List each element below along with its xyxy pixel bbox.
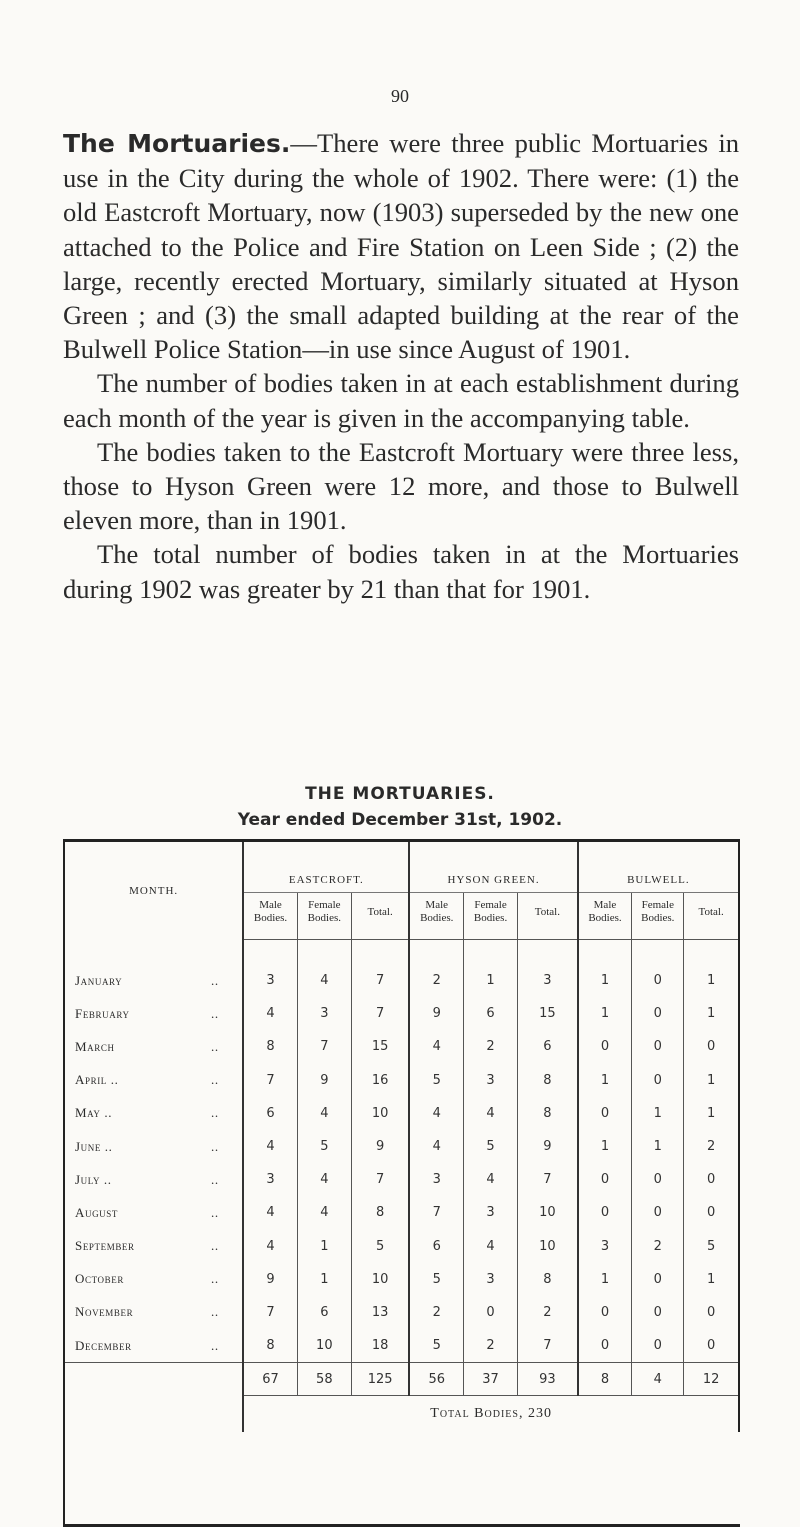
totals-row bbox=[65, 1363, 739, 1396]
grand-total-label: Total Bodies, 230 bbox=[243, 1396, 739, 1433]
value-cell: 5 bbox=[351, 1230, 409, 1263]
month-cell bbox=[65, 1230, 243, 1263]
leader-dots: .. bbox=[211, 1238, 219, 1254]
value-cell: 0 bbox=[684, 1196, 739, 1229]
paragraph-2 bbox=[63, 366, 739, 434]
value-cell: 0 bbox=[632, 1064, 684, 1097]
value-cell: 1 bbox=[464, 964, 518, 997]
month-cell bbox=[65, 1329, 243, 1363]
value-cell: 5 bbox=[684, 1230, 739, 1263]
value-cell: 2 bbox=[464, 1329, 518, 1363]
month-name: September bbox=[75, 1238, 135, 1254]
value-cell: 6 bbox=[464, 997, 518, 1030]
value-cell: 0 bbox=[632, 964, 684, 997]
value-cell: 0 bbox=[632, 1329, 684, 1363]
month-cell bbox=[65, 1030, 243, 1063]
leader-dots: .. bbox=[211, 1171, 219, 1187]
value-cell: 15 bbox=[518, 997, 578, 1030]
value-cell: 2 bbox=[464, 1030, 518, 1063]
month-cell bbox=[65, 997, 243, 1030]
value-cell: 4 bbox=[297, 1196, 351, 1229]
value-cell: 7 bbox=[518, 1163, 578, 1196]
value-cell: 7 bbox=[243, 1296, 297, 1329]
value-cell: 3 bbox=[578, 1230, 632, 1263]
value-cell: 6 bbox=[409, 1230, 463, 1263]
subheader-text: Bodies. bbox=[473, 912, 508, 924]
total-cell: 56 bbox=[409, 1363, 463, 1396]
total-cell: 37 bbox=[464, 1363, 518, 1396]
value-cell: 0 bbox=[464, 1296, 518, 1329]
value-cell: 1 bbox=[684, 964, 739, 997]
subheader-text: Male bbox=[259, 899, 282, 911]
value-cell: 7 bbox=[518, 1329, 578, 1363]
value-cell: 5 bbox=[409, 1263, 463, 1296]
month-cell bbox=[65, 1064, 243, 1097]
value-cell: 9 bbox=[409, 997, 463, 1030]
table-row bbox=[65, 1296, 739, 1329]
spacer-row bbox=[65, 940, 739, 965]
subheader-text: Total. bbox=[534, 906, 560, 918]
value-cell: 1 bbox=[684, 997, 739, 1030]
value-cell: 5 bbox=[297, 1130, 351, 1163]
value-cell: 10 bbox=[351, 1097, 409, 1130]
total-cell: 8 bbox=[578, 1363, 632, 1396]
value-cell: 10 bbox=[351, 1263, 409, 1296]
subheader-text: Bodies. bbox=[307, 912, 341, 924]
subheader-text: Bodies. bbox=[588, 912, 622, 924]
table-title: THE MORTUARIES. bbox=[305, 784, 495, 804]
value-cell: 8 bbox=[243, 1329, 297, 1363]
value-cell: 5 bbox=[409, 1329, 463, 1363]
value-cell: 8 bbox=[518, 1263, 578, 1296]
month-name: November bbox=[75, 1304, 134, 1320]
subheader-bulwell-total bbox=[684, 893, 739, 940]
value-cell: 4 bbox=[409, 1030, 463, 1063]
value-cell: 0 bbox=[578, 1163, 632, 1196]
value-cell: 3 bbox=[243, 1163, 297, 1196]
value-cell: 18 bbox=[351, 1329, 409, 1363]
value-cell: 6 bbox=[243, 1097, 297, 1130]
month-name: February bbox=[75, 1005, 130, 1021]
value-cell: 3 bbox=[297, 997, 351, 1030]
value-cell: 5 bbox=[464, 1130, 518, 1163]
total-cell: 125 bbox=[351, 1363, 409, 1396]
value-cell: 4 bbox=[464, 1163, 518, 1196]
value-cell: 2 bbox=[632, 1230, 684, 1263]
subheader-text: Bodies. bbox=[420, 912, 454, 924]
value-cell: 6 bbox=[297, 1296, 351, 1329]
month-name: June .. bbox=[75, 1138, 113, 1154]
table-row bbox=[65, 1263, 739, 1296]
value-cell: 7 bbox=[351, 964, 409, 997]
paragraph-2-text: The number of bodies taken in at each establishment during each month of the year is given in the accompanying table. bbox=[63, 368, 739, 433]
leader-dots: .. bbox=[211, 1304, 219, 1320]
subheader-text: Male bbox=[593, 899, 617, 911]
value-cell: 1 bbox=[684, 1064, 739, 1097]
value-cell: 0 bbox=[632, 1163, 684, 1196]
value-cell: 3 bbox=[464, 1064, 518, 1097]
value-cell: 0 bbox=[684, 1329, 739, 1363]
value-cell: 6 bbox=[518, 1030, 578, 1063]
table-subtitle: Year ended December 31st, 1902. bbox=[237, 810, 563, 830]
value-cell: 9 bbox=[243, 1263, 297, 1296]
month-cell bbox=[65, 1263, 243, 1296]
value-cell: 0 bbox=[684, 1163, 739, 1196]
value-cell: 7 bbox=[351, 1163, 409, 1196]
table-row bbox=[65, 1064, 739, 1097]
paragraph-4 bbox=[63, 537, 739, 605]
table-row bbox=[65, 1097, 739, 1130]
value-cell: 3 bbox=[518, 964, 578, 997]
value-cell: 7 bbox=[297, 1030, 351, 1063]
value-cell: 0 bbox=[632, 1030, 684, 1063]
value-cell: 3 bbox=[409, 1163, 463, 1196]
leader-dots: .. bbox=[211, 1271, 219, 1287]
value-cell: 4 bbox=[297, 964, 351, 997]
value-cell: 16 bbox=[351, 1064, 409, 1097]
month-cell bbox=[65, 1196, 243, 1229]
table-row bbox=[65, 1230, 739, 1263]
subheader-text: Total. bbox=[698, 906, 724, 918]
value-cell: 1 bbox=[578, 1064, 632, 1097]
leader-dots: .. bbox=[211, 1038, 219, 1054]
month-name: January bbox=[75, 972, 123, 988]
table-row bbox=[65, 1196, 739, 1229]
month-cell bbox=[65, 1130, 243, 1163]
subheader-text: Total. bbox=[367, 906, 393, 918]
value-cell: 15 bbox=[351, 1030, 409, 1063]
value-cell: 0 bbox=[632, 1296, 684, 1329]
value-cell: 0 bbox=[632, 1196, 684, 1229]
value-cell: 0 bbox=[578, 1030, 632, 1063]
leader-dots: .. bbox=[211, 1005, 219, 1021]
paragraph-3-text: The bodies taken to the Eastcroft Mortuary were three less, those to Hyson Green were 12 more, and those to Bulwell eleven more, than in 1901. bbox=[63, 436, 739, 536]
value-cell: 1 bbox=[578, 964, 632, 997]
value-cell: 8 bbox=[518, 1064, 578, 1097]
value-cell: 1 bbox=[684, 1097, 739, 1130]
value-cell: 0 bbox=[632, 1263, 684, 1296]
month-name: March bbox=[75, 1038, 115, 1054]
leader-dots: .. bbox=[211, 1337, 219, 1353]
subheader-eastcroft-male-bodies bbox=[243, 893, 297, 940]
value-cell: 0 bbox=[578, 1296, 632, 1329]
month-cell bbox=[65, 964, 243, 997]
subheader-text: Male bbox=[425, 899, 449, 911]
subheader-text: Female bbox=[641, 899, 674, 911]
subheader-hyson-green-total bbox=[518, 893, 578, 940]
value-cell: 1 bbox=[578, 1130, 632, 1163]
value-cell: 4 bbox=[409, 1097, 463, 1130]
subheader-text: Bodies. bbox=[641, 912, 675, 924]
month-header: MONTH. bbox=[129, 884, 179, 897]
value-cell: 1 bbox=[297, 1230, 351, 1263]
paragraph-1-text: —There were three public Mortuaries in use in the City during the whole of 1902. There were: (1) the old Eastcroft Mortuary, now (1903) superseded by the new one attached to the Police and Fire Station on Leen Side ; (2) the large, recently erected Mortuary, similarly situated at Hyson Green ; and (3) the small adapted building at the rear of the Bulwell Police Station—in use since August of 1901. bbox=[63, 128, 739, 365]
value-cell: 9 bbox=[518, 1130, 578, 1163]
table-row bbox=[65, 1163, 739, 1196]
month-cell bbox=[65, 1296, 243, 1329]
value-cell: 0 bbox=[578, 1196, 632, 1229]
value-cell: 4 bbox=[464, 1230, 518, 1263]
month-name: July .. bbox=[75, 1171, 112, 1187]
month-name: May .. bbox=[75, 1105, 113, 1121]
value-cell: 2 bbox=[518, 1296, 578, 1329]
paragraph-3 bbox=[63, 435, 739, 538]
value-cell: 1 bbox=[684, 1263, 739, 1296]
leader-dots: .. bbox=[211, 1138, 219, 1154]
subheader-text: Bodies. bbox=[253, 912, 288, 924]
table-row bbox=[65, 964, 739, 997]
total-cell: 58 bbox=[297, 1363, 351, 1396]
value-cell: 0 bbox=[684, 1030, 739, 1063]
total-cell: 67 bbox=[243, 1363, 297, 1396]
leader-dots: .. bbox=[211, 1204, 219, 1220]
subheader-hyson-green-male-bodies bbox=[409, 893, 463, 940]
subheader-text: Female bbox=[474, 899, 507, 911]
value-cell: 4 bbox=[409, 1130, 463, 1163]
value-cell: 4 bbox=[464, 1097, 518, 1130]
paragraph-1 bbox=[63, 126, 739, 366]
subheader-bulwell-female-bodies bbox=[632, 893, 684, 940]
group-header-bulwell: BULWELL. bbox=[578, 842, 739, 893]
value-cell: 1 bbox=[578, 1263, 632, 1296]
section-heading: The Mortuaries. bbox=[63, 129, 291, 158]
value-cell: 0 bbox=[684, 1296, 739, 1329]
body-text bbox=[63, 126, 739, 606]
month-name: December bbox=[75, 1337, 132, 1353]
value-cell: 3 bbox=[243, 964, 297, 997]
subheader-eastcroft-female-bodies bbox=[297, 893, 351, 940]
value-cell: 4 bbox=[243, 1196, 297, 1229]
value-cell: 5 bbox=[409, 1064, 463, 1097]
value-cell: 1 bbox=[632, 1097, 684, 1130]
subheader-text: Female bbox=[308, 899, 341, 911]
value-cell: 2 bbox=[409, 1296, 463, 1329]
month-name: August bbox=[75, 1204, 118, 1220]
month-name: April .. bbox=[75, 1072, 119, 1088]
value-cell: 7 bbox=[409, 1196, 463, 1229]
table-row bbox=[65, 1130, 739, 1163]
value-cell: 0 bbox=[632, 997, 684, 1030]
value-cell: 10 bbox=[518, 1230, 578, 1263]
month-cell bbox=[65, 1163, 243, 1196]
value-cell: 3 bbox=[464, 1196, 518, 1229]
value-cell: 3 bbox=[464, 1263, 518, 1296]
table-body bbox=[65, 940, 739, 1433]
value-cell: 2 bbox=[409, 964, 463, 997]
group-header-eastcroft: EASTCROFT. bbox=[243, 842, 409, 893]
paragraph-4-text: The total number of bodies taken in at the Mortuaries during 1902 was greater by 21 than that for 1901. bbox=[63, 539, 739, 604]
mortuaries-grid bbox=[65, 842, 740, 1432]
value-cell: 9 bbox=[297, 1064, 351, 1097]
mortuaries-table bbox=[63, 839, 740, 1527]
subheader-bulwell-male-bodies bbox=[578, 893, 632, 940]
value-cell: 8 bbox=[351, 1196, 409, 1229]
table-row bbox=[65, 1329, 739, 1363]
total-cell: 12 bbox=[684, 1363, 739, 1396]
value-cell: 4 bbox=[243, 1230, 297, 1263]
value-cell: 8 bbox=[518, 1097, 578, 1130]
table-row bbox=[65, 1030, 739, 1063]
value-cell: 8 bbox=[243, 1030, 297, 1063]
value-cell: 13 bbox=[351, 1296, 409, 1329]
value-cell: 10 bbox=[518, 1196, 578, 1229]
leader-dots: .. bbox=[211, 1072, 219, 1088]
value-cell: 7 bbox=[243, 1064, 297, 1097]
subheader-hyson-green-female-bodies bbox=[464, 893, 518, 940]
leader-dots: .. bbox=[211, 972, 219, 988]
total-cell: 4 bbox=[632, 1363, 684, 1396]
value-cell: 9 bbox=[351, 1130, 409, 1163]
value-cell: 4 bbox=[243, 1130, 297, 1163]
month-name: October bbox=[75, 1271, 124, 1287]
value-cell: 7 bbox=[351, 997, 409, 1030]
table-row bbox=[65, 997, 739, 1030]
value-cell: 1 bbox=[297, 1263, 351, 1296]
month-cell bbox=[65, 1097, 243, 1130]
group-header-hyson-green: HYSON GREEN. bbox=[409, 842, 577, 893]
total-cell: 93 bbox=[518, 1363, 578, 1396]
value-cell: 4 bbox=[297, 1163, 351, 1196]
value-cell: 0 bbox=[578, 1097, 632, 1130]
value-cell: 1 bbox=[578, 997, 632, 1030]
value-cell: 4 bbox=[243, 997, 297, 1030]
leader-dots: .. bbox=[211, 1105, 219, 1121]
value-cell: 2 bbox=[684, 1130, 739, 1163]
page-number: 90 bbox=[391, 86, 409, 106]
value-cell: 10 bbox=[297, 1329, 351, 1363]
subheader-eastcroft-total bbox=[351, 893, 409, 940]
value-cell: 1 bbox=[632, 1130, 684, 1163]
value-cell: 4 bbox=[297, 1097, 351, 1130]
value-cell: 0 bbox=[578, 1329, 632, 1363]
